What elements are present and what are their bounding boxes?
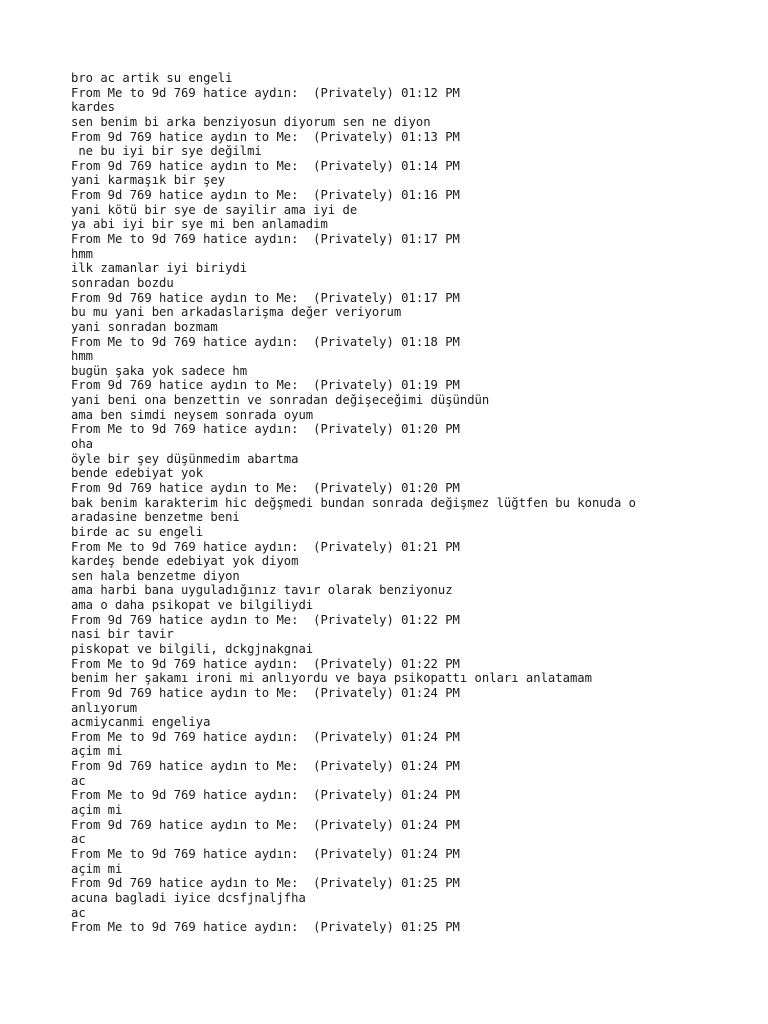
transcript-line: From Me to 9d 769 hatice aydın: (Privately) 01:18 PM	[71, 334, 460, 349]
transcript-line: From 9d 769 hatice aydın to Me: (Privately) 01:20 PM	[71, 480, 460, 495]
transcript-line: hmm	[71, 349, 94, 364]
transcript-line: nasi bir tavir	[71, 627, 174, 642]
transcript-line: From 9d 769 hatice aydın to Me: (Privately) 01:14 PM	[71, 158, 460, 173]
transcript-line: From Me to 9d 769 hatice aydın: (Privately) 01:22 PM	[71, 656, 460, 671]
transcript-line: açim mi	[71, 803, 123, 818]
transcript-line: From Me to 9d 769 hatice aydın: (Privately) 01:17 PM	[71, 232, 460, 247]
transcript-line: bende edebiyat yok	[71, 466, 204, 481]
transcript-line: ama o daha psikopat ve bilgiliydi	[71, 598, 314, 613]
transcript-line: From Me to 9d 769 hatice aydın: (Privately) 01:24 PM	[71, 729, 460, 744]
transcript-line: açim mi	[71, 861, 123, 876]
transcript-line: yani kötü bir sye de sayilir ama iyi de	[71, 202, 358, 217]
transcript-line: From 9d 769 hatice aydın to Me: (Privately) 01:19 PM	[71, 378, 460, 393]
transcript-line: From Me to 9d 769 hatice aydın: (Privately) 01:21 PM	[71, 539, 460, 554]
transcript-line: bugün şaka yok sadece hm	[71, 363, 248, 378]
transcript-line: anlıyorum	[71, 700, 138, 715]
transcript-line: yani karmaşık bir şey	[71, 173, 226, 188]
transcript-line: ama harbi bana uyguladığınız tavır olarak benziyonuz	[71, 583, 453, 598]
transcript-line: öyle bir şey düşünmedim abartma	[71, 451, 299, 466]
transcript-line: kardes	[71, 100, 116, 115]
transcript-line: sen hala benzetme diyon	[71, 568, 240, 583]
transcript-line: ilk zamanlar iyi biriydi	[71, 261, 248, 276]
transcript-line: kardeş bende edebiyat yok diyom	[71, 554, 299, 569]
transcript-line: From 9d 769 hatice aydın to Me: (Privately) 01:24 PM	[71, 817, 460, 832]
transcript-line: hmm	[71, 246, 94, 261]
transcript-line: sen benim bi arka benziyosun diyorum sen ne diyon	[71, 114, 431, 129]
transcript-line: ya abi iyi bir sye mi ben anlamadim	[71, 217, 328, 232]
transcript-line: From 9d 769 hatice aydın to Me: (Privately) 01:17 PM	[71, 290, 460, 305]
transcript-line: From 9d 769 hatice aydın to Me: (Privately) 01:24 PM	[71, 685, 460, 700]
transcript-line: yani sonradan bozmam	[71, 319, 218, 334]
transcript-line: bu mu yani ben arkadaslarişma değer veriyorum	[71, 305, 402, 320]
transcript-line: ac	[71, 832, 86, 847]
transcript-line: acuna bagladi iyice dcsfjnaljfha	[71, 890, 306, 905]
transcript-line: piskopat ve bilgili, dckgjnakgnai	[71, 641, 314, 656]
transcript-line: ne bu iyi bir sye değilmi	[71, 144, 262, 159]
transcript-line: sonradan bozdu	[71, 275, 174, 290]
transcript-line: From 9d 769 hatice aydın to Me: (Privately) 01:13 PM	[71, 129, 460, 144]
transcript-line: From Me to 9d 769 hatice aydın: (Privately) 01:24 PM	[71, 788, 460, 803]
transcript-line: From 9d 769 hatice aydın to Me: (Privately) 01:25 PM	[71, 876, 460, 891]
transcript-line: From Me to 9d 769 hatice aydın: (Privately) 01:24 PM	[71, 846, 460, 861]
transcript-line: From Me to 9d 769 hatice aydın: (Privately) 01:25 PM	[71, 920, 460, 935]
transcript-line: ama ben simdi neysem sonrada oyum	[71, 407, 314, 422]
transcript-line: ac	[71, 905, 86, 920]
chat-transcript	[71, 71, 751, 935]
transcript-line: acmiycanmi engeliya	[71, 715, 211, 730]
transcript-line: From 9d 769 hatice aydın to Me: (Privately) 01:24 PM	[71, 759, 460, 774]
transcript-line: From Me to 9d 769 hatice aydın: (Privately) 01:12 PM	[71, 85, 460, 100]
transcript-line: aradasine benzetme beni	[71, 510, 240, 525]
transcript-line: açim mi	[71, 744, 123, 759]
transcript-line: oha	[71, 437, 94, 452]
transcript-line: yani beni ona benzettin ve sonradan değişeceğimi düşündün	[71, 393, 490, 408]
transcript-line: From 9d 769 hatice aydın to Me: (Privately) 01:16 PM	[71, 188, 460, 203]
transcript-line: bro ac artik su engeli	[71, 71, 233, 85]
transcript-line: bak benim karakterim hic değşmedi bundan sonrada değişmez lüğtfen bu konuda o	[71, 495, 636, 510]
transcript-line: birde ac su engeli	[71, 524, 204, 539]
transcript-line: benim her şakamı ironi mi anlıyordu ve baya psikopattı onları anlatamam	[71, 671, 592, 686]
transcript-line: From 9d 769 hatice aydın to Me: (Privately) 01:22 PM	[71, 612, 460, 627]
transcript-line: From Me to 9d 769 hatice aydın: (Privately) 01:20 PM	[71, 422, 460, 437]
transcript-line: ac	[71, 773, 86, 788]
